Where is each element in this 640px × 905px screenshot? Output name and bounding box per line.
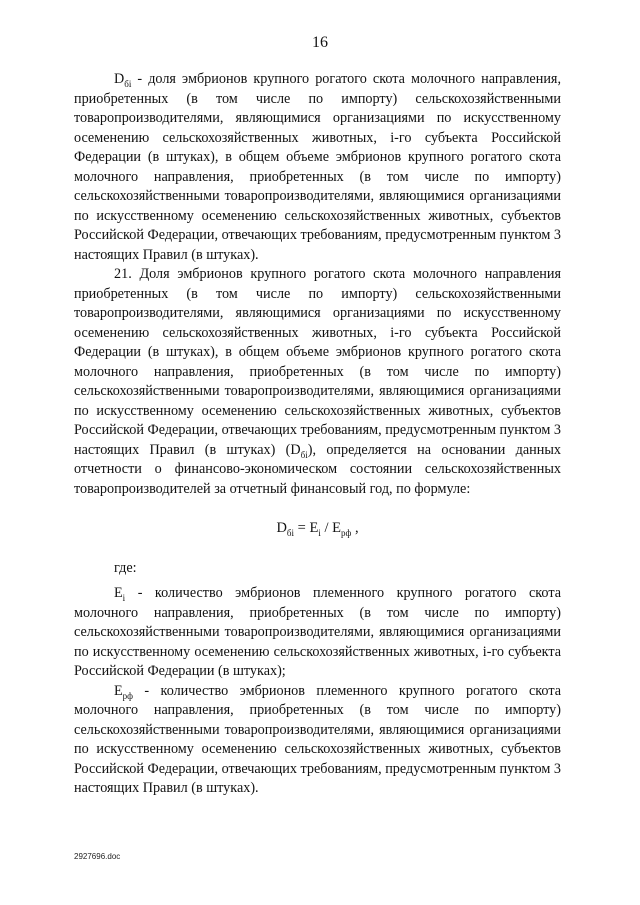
symbol-d-subscript: бi xyxy=(124,78,132,89)
formula-tail: , xyxy=(351,520,359,536)
paragraph-21-text-start: 21. Доля эмбрионов крупного рогатого скота молочного направления приобретенных (в том числе по импорту) сельскохозяйственными товаропроизводителями, являющимися организациями по искусственному осеменению сельскохозяйственных животных, i-го субъекта Российской Федерации (в штуках), в общем объеме эмбрионов крупного рогатого скота молочного направления, приобретенных (в том числе по импорту) сельскохозяйственными товаропроизводителями, являющимися организациями по искусственному осеменению сельскохозяйственных животных, субъектов Российской Федерации, отвечающих требованиям, предусмотренным пунктом 3 настоящих Правил (в штуках) (D xyxy=(74,266,561,458)
where-label: где: xyxy=(114,559,137,576)
symbol-ei-subscript: i xyxy=(122,592,126,603)
page-number: 16 xyxy=(312,34,328,51)
formula-lhs-subscript: бi xyxy=(286,527,295,538)
paragraph-definition-d xyxy=(74,70,561,265)
formula-lhs: D xyxy=(276,520,287,536)
symbol-ei: E xyxy=(114,585,123,601)
formula xyxy=(74,519,561,539)
symbol-erf: E xyxy=(114,682,123,699)
definition-ei-text: - количество эмбрионов племенного крупного рогатого скота молочного направления, приобретенных (в том числе по импорту) сельскохозяйственными товаропроизводителями, являющимися организациями по искусственному осеменению сельскохозяйственных животных, i-го субъекта Российской Федерации (в штуках); xyxy=(74,585,561,679)
paragraph-21-text-end: ), определяется на основании данных отчетности о финансово-экономическом состоянии сельскохозяйственных товаропроизводителей за отчетный финансовый год, по формуле: xyxy=(74,441,561,497)
document-body xyxy=(74,70,561,799)
symbol-erf-subscript: рф xyxy=(122,690,134,701)
definition-d-text: - доля эмбрионов крупного рогатого скота молочного направления, приобретенных (в том числе по импорту) сельскохозяйственными товаропроизводителями, являющимися организациями по искусственному осеменению сельскохозяйственных животных, i-го субъекта Российской Федерации (в штуках), в общем объеме эмбрионов крупного рогатого скота молочного направления, приобретенных (в том числе по импорту) сельскохозяйственными товаропроизводителями, являющимися организациями по искусственному осеменению сельскохозяйственных животных, субъектов Российской Федерации, отвечающих требованиям, предусмотренным пунктом 3 настоящих Правил (в штуках). xyxy=(74,71,561,263)
paragraph-definition-ei xyxy=(74,584,561,682)
paragraph-21-subscript: бi xyxy=(300,449,308,460)
footer-filename: 2927696.doc xyxy=(74,852,121,861)
formula-rf-subscript: рф xyxy=(340,527,352,538)
paragraph-definition-erf xyxy=(74,682,561,799)
formula-equals-e: = E xyxy=(294,520,319,536)
formula-e-subscript: i xyxy=(318,527,321,538)
symbol-d: D xyxy=(114,71,125,87)
definition-erf-text: - количество эмбрионов племенного крупного рогатого скота молочного направления, приобретенных (в том числе по импорту) сельскохозяйственными товаропроизводителями, являющимися организациями по искусственному осеменению сельскохозяйственных животных, субъектов Российской Федерации, отвечающих требованиям, предусмотренным пунктом 3 настоящих Правил (в штуках). xyxy=(74,682,561,796)
formula-slash-e: / E xyxy=(320,520,341,536)
paragraph-21 xyxy=(74,265,561,499)
